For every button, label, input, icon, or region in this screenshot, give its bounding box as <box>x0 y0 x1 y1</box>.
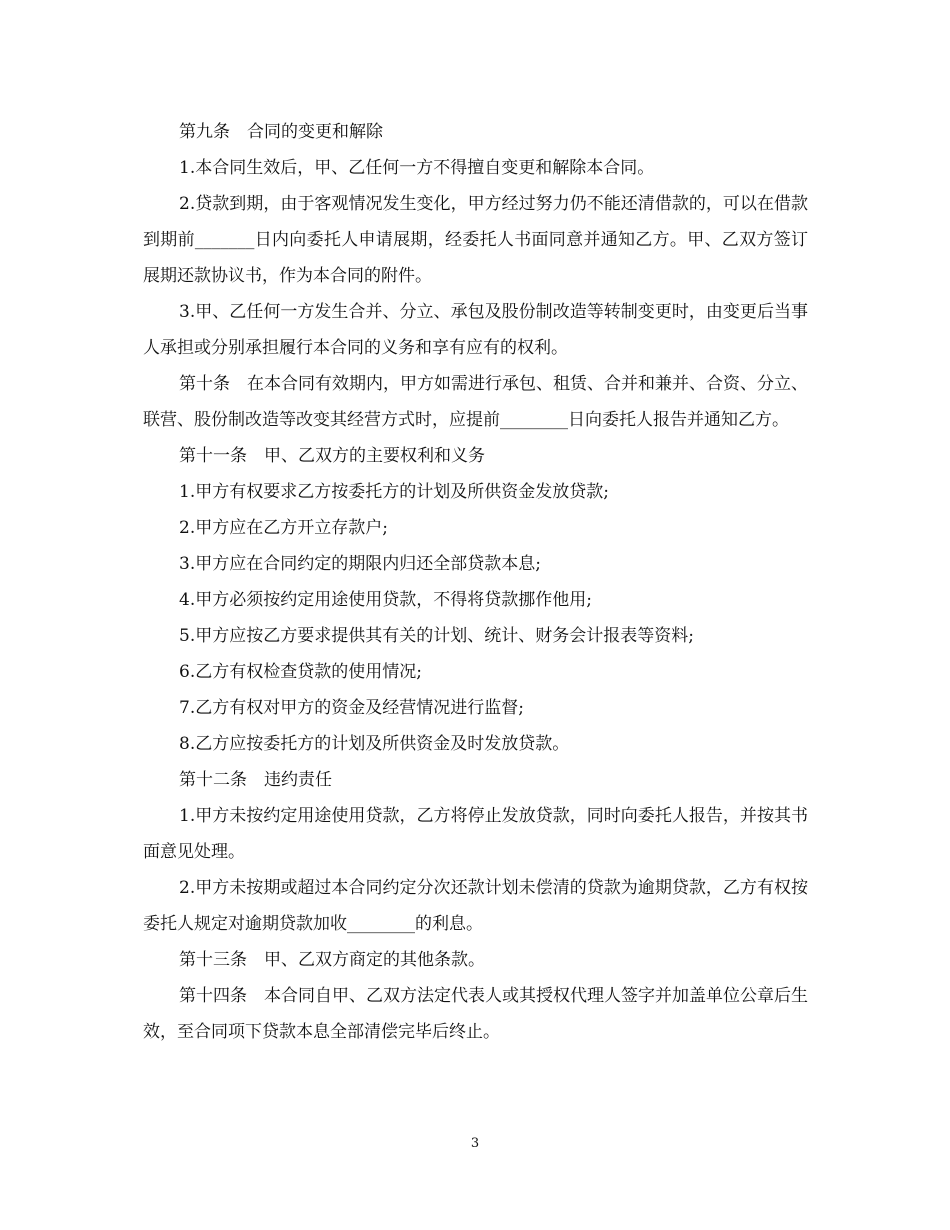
article-11-clause-1: 1.甲方有权要求乙方按委托方的计划及所供资金发放贷款; <box>179 482 609 502</box>
article-12-clause-2: 2.甲方未按期或超过本合同约定分次还款计划未偿清的贷款为逾期贷款，乙方有权按委托人规定对逾期贷款加收________的利息。 <box>143 878 808 934</box>
article-11-heading: 第十一条 甲、乙双方的主要权利和义务 <box>179 446 485 466</box>
article-11-clause-5: 5.甲方应按乙方要求提供其有关的计划、统计、财务会计报表等资料; <box>179 626 694 646</box>
article-9-clause-2: 2.贷款到期，由于客观情况发生变化，甲方经过努力仍不能还清借款的，可以在借款到期前_______日内向委托人申请展期，经委托人书面同意并通知乙方。甲、乙双方签订展期还款协议书，作为本合同的附件。 <box>143 194 808 286</box>
article-9-heading: 第九条 合同的变更和解除 <box>179 122 383 142</box>
article-9-clause-1: 1.本合同生效后，甲、乙任何一方不得擅自变更和解除本合同。 <box>179 158 655 178</box>
article-12-heading: 第十二条 违约责任 <box>179 770 332 790</box>
article-10: 第十条 在本合同有效期内，甲方如需进行承包、租赁、合并和兼并、合资、分立、联营、股份制改造等改变其经营方式时，应提前________日向委托人报告并通知乙方。 <box>143 374 808 430</box>
article-11-clause-4: 4.甲方必须按约定用途使用贷款，不得将贷款挪作他用; <box>179 590 592 610</box>
article-11-clause-3: 3.甲方应在合同约定的期限内归还全部贷款本息; <box>179 554 541 574</box>
document-body <box>143 114 808 1050</box>
article-11-clause-2: 2.甲方应在乙方开立存款户; <box>179 518 388 538</box>
article-11-clause-6: 6.乙方有权检查贷款的使用情况; <box>179 662 422 682</box>
article-14: 第十四条 本合同自甲、乙双方法定代表人或其授权代理人签字并加盖单位公章后生效，至合同项下贷款本息全部清偿完毕后终止。 <box>143 986 808 1042</box>
article-11-clause-7: 7.乙方有权对甲方的资金及经营情况进行监督; <box>179 698 524 718</box>
article-11-clause-8: 8.乙方应按委托方的计划及所供资金及时发放贷款。 <box>179 734 570 754</box>
article-13: 第十三条 甲、乙双方商定的其他条款。 <box>179 950 485 970</box>
page-number: 3 <box>470 1136 480 1151</box>
article-9-clause-3: 3.甲、乙任何一方发生合并、分立、承包及股份制改造等转制变更时，由变更后当事人承担或分别承担履行本合同的义务和享有应有的权利。 <box>143 302 808 358</box>
article-12-clause-1: 1.甲方未按约定用途使用贷款，乙方将停止发放贷款，同时向委托人报告，并按其书面意见处理。 <box>143 806 808 862</box>
